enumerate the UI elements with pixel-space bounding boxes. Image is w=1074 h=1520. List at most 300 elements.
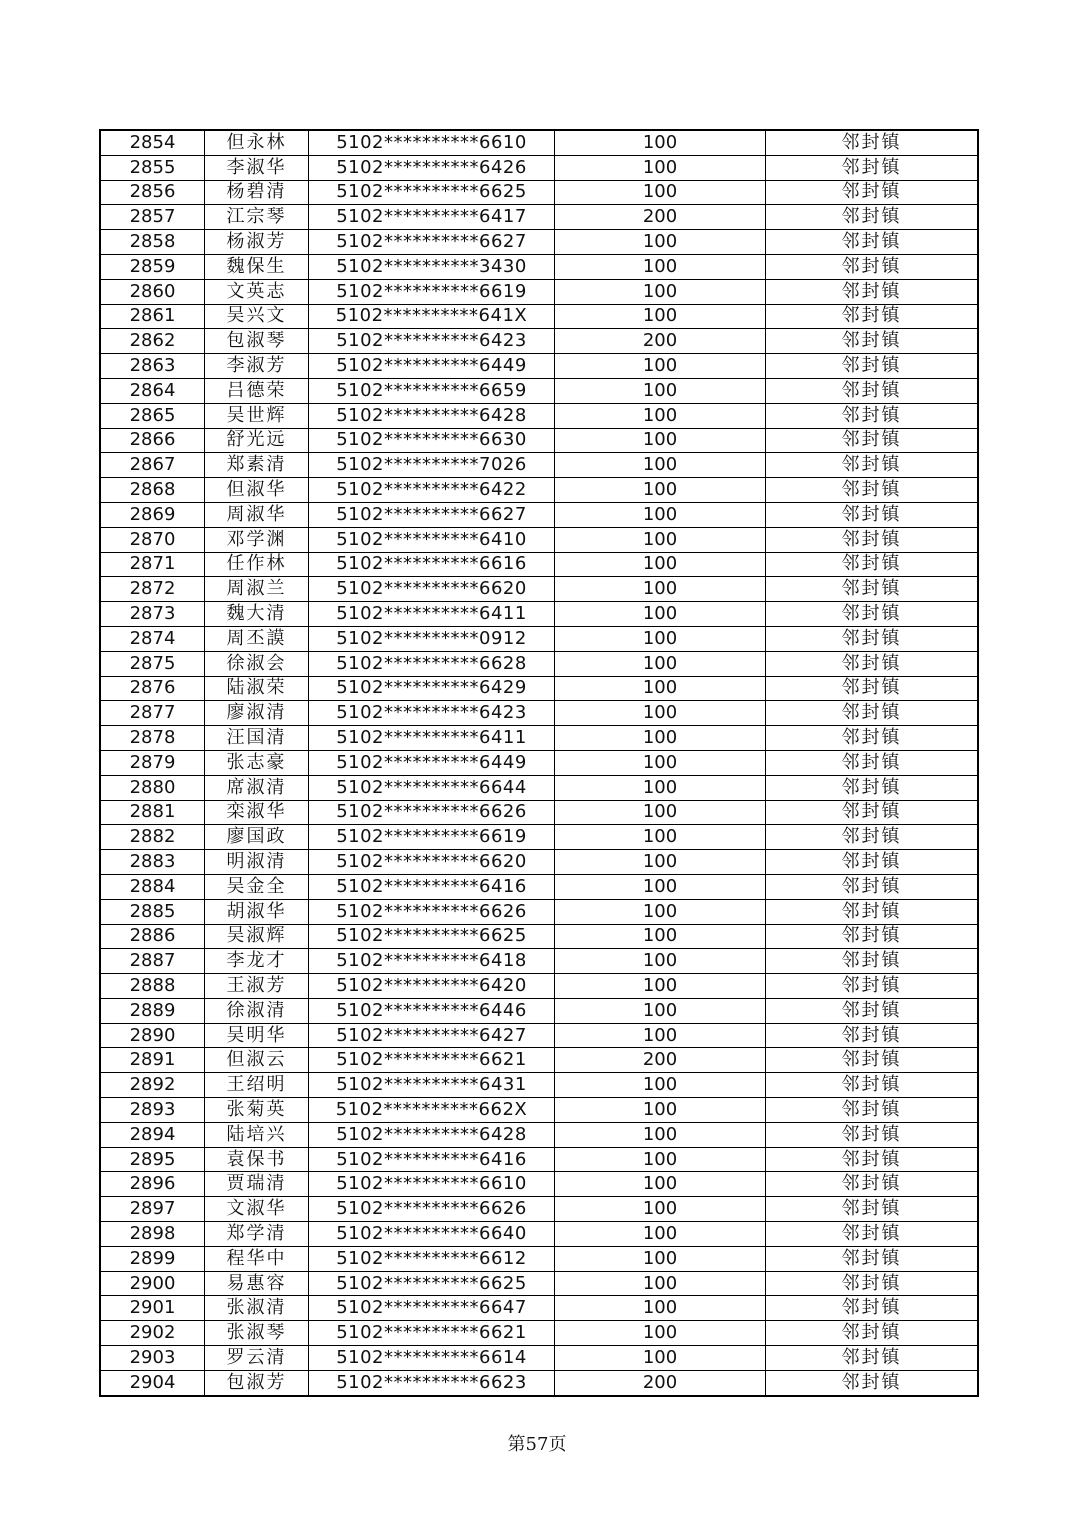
cell-serial-number: 2896 <box>100 1172 205 1197</box>
cell-name: 李淑华 <box>205 155 309 180</box>
cell-id-number: 5102**********6659 <box>309 378 555 403</box>
table-row <box>100 1246 978 1271</box>
cell-township: 邻封镇 <box>766 502 979 527</box>
cell-township: 邻封镇 <box>766 428 979 453</box>
roster-table <box>99 129 979 1397</box>
cell-serial-number: 2886 <box>100 924 205 949</box>
cell-name: 周淑华 <box>205 502 309 527</box>
cell-name: 周淑兰 <box>205 577 309 602</box>
cell-name: 王淑芳 <box>205 974 309 999</box>
table-row <box>100 1222 978 1247</box>
table-row <box>100 800 978 825</box>
table-row <box>100 453 978 478</box>
cell-amount: 100 <box>555 800 766 825</box>
cell-serial-number: 2879 <box>100 750 205 775</box>
cell-serial-number: 2883 <box>100 850 205 875</box>
cell-township: 邻封镇 <box>766 180 979 205</box>
cell-serial-number: 2866 <box>100 428 205 453</box>
cell-id-number: 5102**********6625 <box>309 180 555 205</box>
cell-serial-number: 2862 <box>100 329 205 354</box>
table-row <box>100 254 978 279</box>
table-row <box>100 1346 978 1371</box>
cell-amount: 100 <box>555 1197 766 1222</box>
cell-name: 吴明华 <box>205 1023 309 1048</box>
cell-name: 贾瑞清 <box>205 1172 309 1197</box>
cell-serial-number: 2874 <box>100 626 205 651</box>
cell-amount: 100 <box>555 230 766 255</box>
cell-amount: 100 <box>555 1321 766 1346</box>
cell-township: 邻封镇 <box>766 974 979 999</box>
cell-amount: 100 <box>555 726 766 751</box>
cell-township: 邻封镇 <box>766 924 979 949</box>
table-row <box>100 1296 978 1321</box>
cell-serial-number: 2895 <box>100 1147 205 1172</box>
cell-name: 徐淑清 <box>205 998 309 1023</box>
cell-name: 舒光远 <box>205 428 309 453</box>
cell-amount: 100 <box>555 998 766 1023</box>
cell-serial-number: 2859 <box>100 254 205 279</box>
cell-serial-number: 2888 <box>100 974 205 999</box>
table-row <box>100 378 978 403</box>
cell-township: 邻封镇 <box>766 775 979 800</box>
cell-id-number: 5102**********6625 <box>309 1271 555 1296</box>
cell-id-number: 5102**********6423 <box>309 701 555 726</box>
cell-amount: 200 <box>555 1370 766 1395</box>
table-row <box>100 279 978 304</box>
table-row <box>100 602 978 627</box>
cell-serial-number: 2871 <box>100 552 205 577</box>
cell-amount: 100 <box>555 577 766 602</box>
table-row <box>100 924 978 949</box>
cell-amount: 100 <box>555 775 766 800</box>
table-row <box>100 775 978 800</box>
cell-id-number: 5102**********6626 <box>309 800 555 825</box>
cell-amount: 100 <box>555 155 766 180</box>
cell-name: 郑学清 <box>205 1222 309 1247</box>
cell-serial-number: 2880 <box>100 775 205 800</box>
table-row <box>100 626 978 651</box>
cell-amount: 100 <box>555 1346 766 1371</box>
cell-serial-number: 2875 <box>100 651 205 676</box>
cell-serial-number: 2891 <box>100 1048 205 1073</box>
cell-name: 袁保书 <box>205 1147 309 1172</box>
cell-township: 邻封镇 <box>766 1222 979 1247</box>
table-row <box>100 949 978 974</box>
cell-serial-number: 2877 <box>100 701 205 726</box>
cell-serial-number: 2870 <box>100 527 205 552</box>
cell-serial-number: 2865 <box>100 403 205 428</box>
cell-township: 邻封镇 <box>766 874 979 899</box>
cell-township: 邻封镇 <box>766 701 979 726</box>
table-row <box>100 1122 978 1147</box>
cell-id-number: 5102**********6431 <box>309 1073 555 1098</box>
cell-serial-number: 2855 <box>100 155 205 180</box>
cell-id-number: 5102**********6619 <box>309 279 555 304</box>
cell-amount: 100 <box>555 130 766 155</box>
cell-amount: 100 <box>555 1172 766 1197</box>
table-row <box>100 676 978 701</box>
cell-name: 廖国政 <box>205 825 309 850</box>
cell-serial-number: 2887 <box>100 949 205 974</box>
page-number: 第57页 <box>507 1434 567 1455</box>
cell-amount: 100 <box>555 974 766 999</box>
cell-serial-number: 2890 <box>100 1023 205 1048</box>
cell-township: 邻封镇 <box>766 403 979 428</box>
cell-serial-number: 2864 <box>100 378 205 403</box>
cell-township: 邻封镇 <box>766 1346 979 1371</box>
cell-name: 李淑芳 <box>205 354 309 379</box>
cell-id-number: 5102**********6420 <box>309 974 555 999</box>
cell-township: 邻封镇 <box>766 899 979 924</box>
cell-amount: 100 <box>555 1222 766 1247</box>
cell-serial-number: 2876 <box>100 676 205 701</box>
table-row <box>100 750 978 775</box>
table-row <box>100 1172 978 1197</box>
cell-name: 胡淑华 <box>205 899 309 924</box>
table-row <box>100 527 978 552</box>
cell-township: 邻封镇 <box>766 998 979 1023</box>
cell-township: 邻封镇 <box>766 651 979 676</box>
cell-id-number: 5102**********6647 <box>309 1296 555 1321</box>
table-row <box>100 502 978 527</box>
cell-name: 吴金全 <box>205 874 309 899</box>
cell-name: 吴兴文 <box>205 304 309 329</box>
roster-table-body <box>100 130 978 1396</box>
cell-name: 吕德荣 <box>205 378 309 403</box>
cell-amount: 100 <box>555 750 766 775</box>
cell-amount: 100 <box>555 428 766 453</box>
cell-serial-number: 2854 <box>100 130 205 155</box>
cell-township: 邻封镇 <box>766 726 979 751</box>
cell-name: 席淑清 <box>205 775 309 800</box>
cell-name: 但永林 <box>205 130 309 155</box>
table-row <box>100 701 978 726</box>
cell-id-number: 5102**********6428 <box>309 1122 555 1147</box>
cell-id-number: 5102**********6426 <box>309 155 555 180</box>
table-row <box>100 1023 978 1048</box>
cell-id-number: 5102**********6626 <box>309 899 555 924</box>
cell-id-number: 5102**********641X <box>309 304 555 329</box>
cell-serial-number: 2867 <box>100 453 205 478</box>
cell-township: 邻封镇 <box>766 949 979 974</box>
cell-name: 但淑云 <box>205 1048 309 1073</box>
cell-township: 邻封镇 <box>766 1023 979 1048</box>
cell-name: 任作林 <box>205 552 309 577</box>
cell-id-number: 5102**********6427 <box>309 1023 555 1048</box>
cell-amount: 200 <box>555 205 766 230</box>
cell-name: 廖淑清 <box>205 701 309 726</box>
table-row <box>100 850 978 875</box>
cell-id-number: 5102**********6416 <box>309 874 555 899</box>
cell-amount: 100 <box>555 701 766 726</box>
table-row <box>100 1098 978 1123</box>
cell-id-number: 5102**********6422 <box>309 478 555 503</box>
cell-township: 邻封镇 <box>766 527 979 552</box>
table-row <box>100 130 978 155</box>
cell-name: 张淑琴 <box>205 1321 309 1346</box>
cell-township: 邻封镇 <box>766 254 979 279</box>
cell-township: 邻封镇 <box>766 1370 979 1395</box>
cell-name: 罗云清 <box>205 1346 309 1371</box>
cell-name: 李龙才 <box>205 949 309 974</box>
cell-name: 魏保生 <box>205 254 309 279</box>
cell-amount: 100 <box>555 180 766 205</box>
cell-name: 江宗琴 <box>205 205 309 230</box>
cell-serial-number: 2882 <box>100 825 205 850</box>
cell-amount: 100 <box>555 949 766 974</box>
cell-serial-number: 2897 <box>100 1197 205 1222</box>
cell-amount: 100 <box>555 1147 766 1172</box>
cell-name: 包淑芳 <box>205 1370 309 1395</box>
table-row <box>100 899 978 924</box>
cell-serial-number: 2892 <box>100 1073 205 1098</box>
cell-name: 明淑清 <box>205 850 309 875</box>
cell-township: 邻封镇 <box>766 602 979 627</box>
cell-id-number: 5102**********6628 <box>309 651 555 676</box>
cell-id-number: 5102**********6449 <box>309 750 555 775</box>
cell-amount: 100 <box>555 1246 766 1271</box>
table-row <box>100 1147 978 1172</box>
table-row <box>100 354 978 379</box>
cell-amount: 100 <box>555 478 766 503</box>
table-row <box>100 1271 978 1296</box>
cell-name: 张淑清 <box>205 1296 309 1321</box>
cell-serial-number: 2860 <box>100 279 205 304</box>
cell-serial-number: 2857 <box>100 205 205 230</box>
table-row <box>100 1048 978 1073</box>
cell-amount: 100 <box>555 279 766 304</box>
cell-id-number: 5102**********6449 <box>309 354 555 379</box>
cell-amount: 100 <box>555 602 766 627</box>
cell-id-number: 5102**********6640 <box>309 1222 555 1247</box>
cell-township: 邻封镇 <box>766 230 979 255</box>
table-row <box>100 552 978 577</box>
cell-amount: 100 <box>555 850 766 875</box>
cell-id-number: 5102**********6644 <box>309 775 555 800</box>
cell-township: 邻封镇 <box>766 825 979 850</box>
cell-township: 邻封镇 <box>766 1122 979 1147</box>
cell-amount: 100 <box>555 899 766 924</box>
table-row <box>100 825 978 850</box>
cell-id-number: 5102**********6416 <box>309 1147 555 1172</box>
cell-id-number: 5102**********6620 <box>309 850 555 875</box>
cell-amount: 200 <box>555 329 766 354</box>
table-row <box>100 329 978 354</box>
cell-name: 吴淑辉 <box>205 924 309 949</box>
cell-id-number: 5102**********7026 <box>309 453 555 478</box>
cell-id-number: 5102**********6411 <box>309 602 555 627</box>
cell-amount: 100 <box>555 304 766 329</box>
cell-serial-number: 2858 <box>100 230 205 255</box>
cell-amount: 100 <box>555 651 766 676</box>
cell-name: 汪国清 <box>205 726 309 751</box>
cell-name: 王绍明 <box>205 1073 309 1098</box>
table-row <box>100 180 978 205</box>
cell-id-number: 5102**********0912 <box>309 626 555 651</box>
cell-serial-number: 2898 <box>100 1222 205 1247</box>
table-row <box>100 974 978 999</box>
table-row <box>100 577 978 602</box>
cell-name: 邓学渊 <box>205 527 309 552</box>
cell-amount: 100 <box>555 1073 766 1098</box>
cell-serial-number: 2904 <box>100 1370 205 1395</box>
cell-township: 邻封镇 <box>766 676 979 701</box>
cell-id-number: 5102**********6410 <box>309 527 555 552</box>
cell-township: 邻封镇 <box>766 800 979 825</box>
cell-township: 邻封镇 <box>766 1296 979 1321</box>
cell-township: 邻封镇 <box>766 850 979 875</box>
cell-id-number: 5102**********3430 <box>309 254 555 279</box>
cell-id-number: 5102**********6446 <box>309 998 555 1023</box>
table-row <box>100 1073 978 1098</box>
cell-name: 周丕謨 <box>205 626 309 651</box>
cell-id-number: 5102**********6621 <box>309 1048 555 1073</box>
cell-name: 张菊英 <box>205 1098 309 1123</box>
cell-serial-number: 2885 <box>100 899 205 924</box>
cell-id-number: 5102**********6612 <box>309 1246 555 1271</box>
cell-name: 郑素清 <box>205 453 309 478</box>
cell-serial-number: 2902 <box>100 1321 205 1346</box>
cell-id-number: 5102**********6616 <box>309 552 555 577</box>
cell-amount: 100 <box>555 1023 766 1048</box>
cell-serial-number: 2881 <box>100 800 205 825</box>
cell-id-number: 5102**********6614 <box>309 1346 555 1371</box>
cell-amount: 100 <box>555 527 766 552</box>
cell-id-number: 5102**********6411 <box>309 726 555 751</box>
table-row <box>100 428 978 453</box>
cell-township: 邻封镇 <box>766 552 979 577</box>
table-row <box>100 1197 978 1222</box>
cell-name: 魏大清 <box>205 602 309 627</box>
cell-serial-number: 2893 <box>100 1098 205 1123</box>
cell-name: 栾淑华 <box>205 800 309 825</box>
cell-township: 邻封镇 <box>766 1048 979 1073</box>
cell-name: 吴世辉 <box>205 403 309 428</box>
cell-amount: 100 <box>555 924 766 949</box>
cell-id-number: 5102**********6417 <box>309 205 555 230</box>
cell-name: 文淑华 <box>205 1197 309 1222</box>
cell-name: 但淑华 <box>205 478 309 503</box>
cell-amount: 100 <box>555 825 766 850</box>
cell-amount: 100 <box>555 676 766 701</box>
table-row <box>100 874 978 899</box>
cell-id-number: 5102**********6626 <box>309 1197 555 1222</box>
cell-township: 邻封镇 <box>766 279 979 304</box>
cell-name: 杨淑芳 <box>205 230 309 255</box>
cell-name: 杨碧清 <box>205 180 309 205</box>
cell-amount: 100 <box>555 354 766 379</box>
table-row <box>100 155 978 180</box>
cell-township: 邻封镇 <box>766 577 979 602</box>
table-row <box>100 478 978 503</box>
cell-serial-number: 2873 <box>100 602 205 627</box>
cell-name: 程华中 <box>205 1246 309 1271</box>
table-row <box>100 304 978 329</box>
cell-id-number: 5102**********6620 <box>309 577 555 602</box>
cell-amount: 100 <box>555 1098 766 1123</box>
cell-township: 邻封镇 <box>766 329 979 354</box>
cell-serial-number: 2894 <box>100 1122 205 1147</box>
cell-township: 邻封镇 <box>766 1321 979 1346</box>
cell-id-number: 5102**********6429 <box>309 676 555 701</box>
cell-id-number: 5102**********6610 <box>309 130 555 155</box>
cell-serial-number: 2869 <box>100 502 205 527</box>
cell-township: 邻封镇 <box>766 453 979 478</box>
cell-id-number: 5102**********6418 <box>309 949 555 974</box>
cell-id-number: 5102**********6610 <box>309 1172 555 1197</box>
cell-id-number: 5102**********6627 <box>309 230 555 255</box>
cell-id-number: 5102**********6428 <box>309 403 555 428</box>
cell-serial-number: 2861 <box>100 304 205 329</box>
cell-township: 邻封镇 <box>766 1147 979 1172</box>
table-row <box>100 998 978 1023</box>
cell-township: 邻封镇 <box>766 130 979 155</box>
cell-amount: 100 <box>555 1271 766 1296</box>
cell-serial-number: 2901 <box>100 1296 205 1321</box>
cell-township: 邻封镇 <box>766 1098 979 1123</box>
cell-township: 邻封镇 <box>766 155 979 180</box>
cell-serial-number: 2903 <box>100 1346 205 1371</box>
cell-township: 邻封镇 <box>766 1271 979 1296</box>
cell-serial-number: 2863 <box>100 354 205 379</box>
cell-township: 邻封镇 <box>766 1197 979 1222</box>
cell-township: 邻封镇 <box>766 1172 979 1197</box>
table-row <box>100 205 978 230</box>
cell-amount: 100 <box>555 626 766 651</box>
cell-name: 文英志 <box>205 279 309 304</box>
cell-id-number: 5102**********6619 <box>309 825 555 850</box>
cell-township: 邻封镇 <box>766 1073 979 1098</box>
cell-township: 邻封镇 <box>766 626 979 651</box>
cell-name: 易惠容 <box>205 1271 309 1296</box>
cell-township: 邻封镇 <box>766 1246 979 1271</box>
cell-township: 邻封镇 <box>766 750 979 775</box>
cell-amount: 100 <box>555 403 766 428</box>
cell-township: 邻封镇 <box>766 304 979 329</box>
cell-amount: 100 <box>555 502 766 527</box>
cell-amount: 100 <box>555 1122 766 1147</box>
cell-name: 张志豪 <box>205 750 309 775</box>
cell-serial-number: 2868 <box>100 478 205 503</box>
cell-township: 邻封镇 <box>766 378 979 403</box>
table-row <box>100 1321 978 1346</box>
cell-serial-number: 2878 <box>100 726 205 751</box>
cell-serial-number: 2900 <box>100 1271 205 1296</box>
table-row <box>100 1370 978 1395</box>
cell-id-number: 5102**********6423 <box>309 329 555 354</box>
cell-township: 邻封镇 <box>766 354 979 379</box>
cell-serial-number: 2872 <box>100 577 205 602</box>
cell-amount: 200 <box>555 1048 766 1073</box>
table-row <box>100 230 978 255</box>
cell-name: 陆培兴 <box>205 1122 309 1147</box>
table-row <box>100 403 978 428</box>
cell-id-number: 5102**********662X <box>309 1098 555 1123</box>
cell-id-number: 5102**********6625 <box>309 924 555 949</box>
cell-id-number: 5102**********6627 <box>309 502 555 527</box>
cell-amount: 100 <box>555 1296 766 1321</box>
cell-amount: 100 <box>555 254 766 279</box>
cell-id-number: 5102**********6623 <box>309 1370 555 1395</box>
cell-serial-number: 2884 <box>100 874 205 899</box>
cell-id-number: 5102**********6621 <box>309 1321 555 1346</box>
table-row <box>100 726 978 751</box>
cell-name: 徐淑会 <box>205 651 309 676</box>
cell-township: 邻封镇 <box>766 478 979 503</box>
cell-name: 包淑琴 <box>205 329 309 354</box>
cell-township: 邻封镇 <box>766 205 979 230</box>
cell-amount: 100 <box>555 874 766 899</box>
